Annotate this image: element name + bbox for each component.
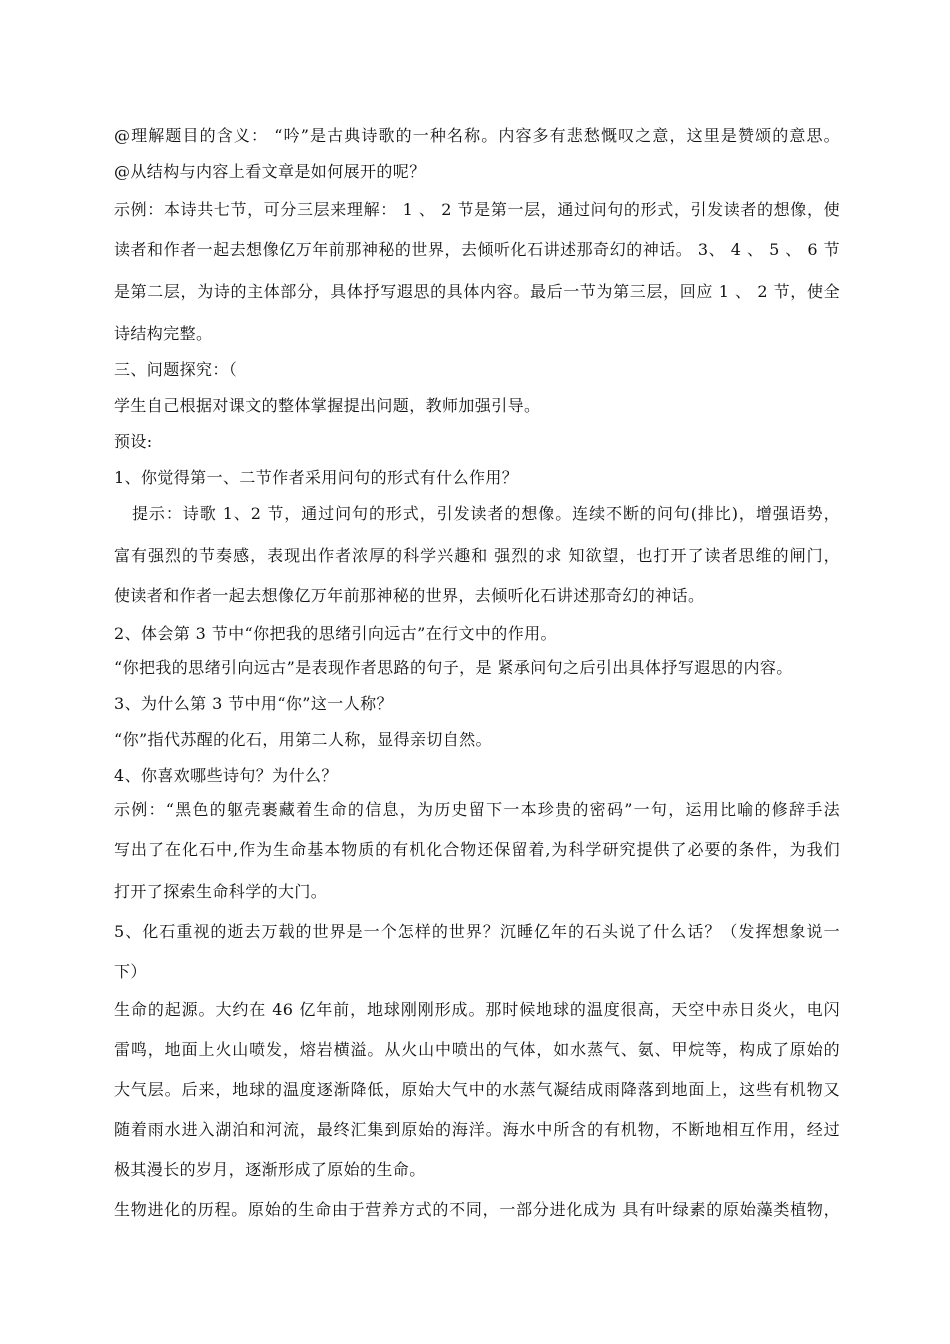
text-line: 是第二层，为诗的主体部分，具体抒写遐思的具体内容。最后一节为第三层，回应 1 、 2 节，使全 <box>114 282 840 301</box>
text-line: @理解题目的含义： “吟”是古典诗歌的一种名称。内容多有悲愁慨叹之意，这里是赞颂的意思。 <box>114 126 840 145</box>
text-line: 写出了在化石中,作为生命基本物质的有机化合物还保留着,为科学研究提供了必要的条件，为我们 <box>114 840 840 859</box>
text-line: 使读者和作者一起去想像亿万年前那神秘的世界，去倾听化石讲述那奇幻的神话。 <box>114 586 705 605</box>
text-line: 学生自己根据对课文的整体掌握提出问题，教师加强引导。 <box>114 396 541 415</box>
text-line: 提示：诗歌 1、2 节，通过问句的形式，引发读者的想像。连续不断的问句(排比)，增强语势， <box>132 504 840 523</box>
text-line: 极其漫长的岁月，逐渐形成了原始的生命。 <box>114 1160 426 1179</box>
text-line: “你把我的思绪引向远古”是表现作者思路的句子，是 紧承问句之后引出具体抒写遐思的内容。 <box>114 658 793 677</box>
text-line: 示例：本诗共七节，可分三层来理解： 1 、 2 节是第一层，通过问句的形式，引发读者的想像，使 <box>114 200 840 219</box>
question-line: 3、为什么第 3 节中用“你”这一人称？ <box>114 694 393 713</box>
section-heading: 三、问题探究：（ <box>114 360 238 379</box>
question-line: 4、你喜欢哪些诗句？为什么？ <box>114 766 338 785</box>
text-line: “你”指代苏醒的化石，用第二人称，显得亲切自然。 <box>114 730 492 749</box>
text-line: @从结构与内容上看文章是如何展开的呢？ <box>114 162 426 181</box>
text-line: 示例：“黑色的躯壳裹藏着生命的信息，为历史留下一本珍贵的密码”一句，运用比喻的修辞手法 <box>114 800 840 819</box>
text-line: 预设: <box>114 432 153 451</box>
text-line: 富有强烈的节奏感，表现出作者浓厚的科学兴趣和 强烈的求 知欲望，也打开了读者思维的闸门， <box>114 546 840 565</box>
question-line: 5、化石重视的逝去万载的世界是一个怎样的世界？沉睡亿年的石头说了什么话？（发挥想象说一 <box>114 922 840 941</box>
text-line: 下） <box>114 962 147 981</box>
question-line: 2、体会第 3 节中“你把我的思绪引向远古”在行文中的作用。 <box>114 624 557 643</box>
text-line: 大气层。后来，地球的温度逐渐降低，原始大气中的水蒸气凝结成雨降落到地面上，这些有机物又 <box>114 1080 840 1099</box>
text-line: 生命的起源。大约在 46 亿年前，地球刚刚形成。那时候地球的温度很高，天空中赤日炎火，电闪 <box>114 1000 840 1019</box>
text-line: 诗结构完整。 <box>114 324 213 343</box>
text-line: 雷鸣，地面上火山喷发，熔岩横溢。从火山中喷出的气体，如水蒸气、氨、甲烷等，构成了原始的 <box>114 1040 840 1059</box>
text-line: 生物进化的历程。原始的生命由于营养方式的不同，一部分进化成为 具有叶绿素的原始藻类植物， <box>114 1200 840 1219</box>
question-line: 1、你觉得第一、二节作者采用问句的形式有什么作用？ <box>114 468 519 487</box>
text-line: 打开了探索生命科学的大门。 <box>114 882 328 901</box>
text-line: 随着雨水进入湖泊和河流，最终汇集到原始的海洋。海水中所含的有机物，不断地相互作用，经过 <box>114 1120 840 1139</box>
text-line: 读者和作者一起去想像亿万年前那神秘的世界，去倾听化石讲述那奇幻的神话。 3、 4 、 5 、 6 节 <box>114 240 840 259</box>
